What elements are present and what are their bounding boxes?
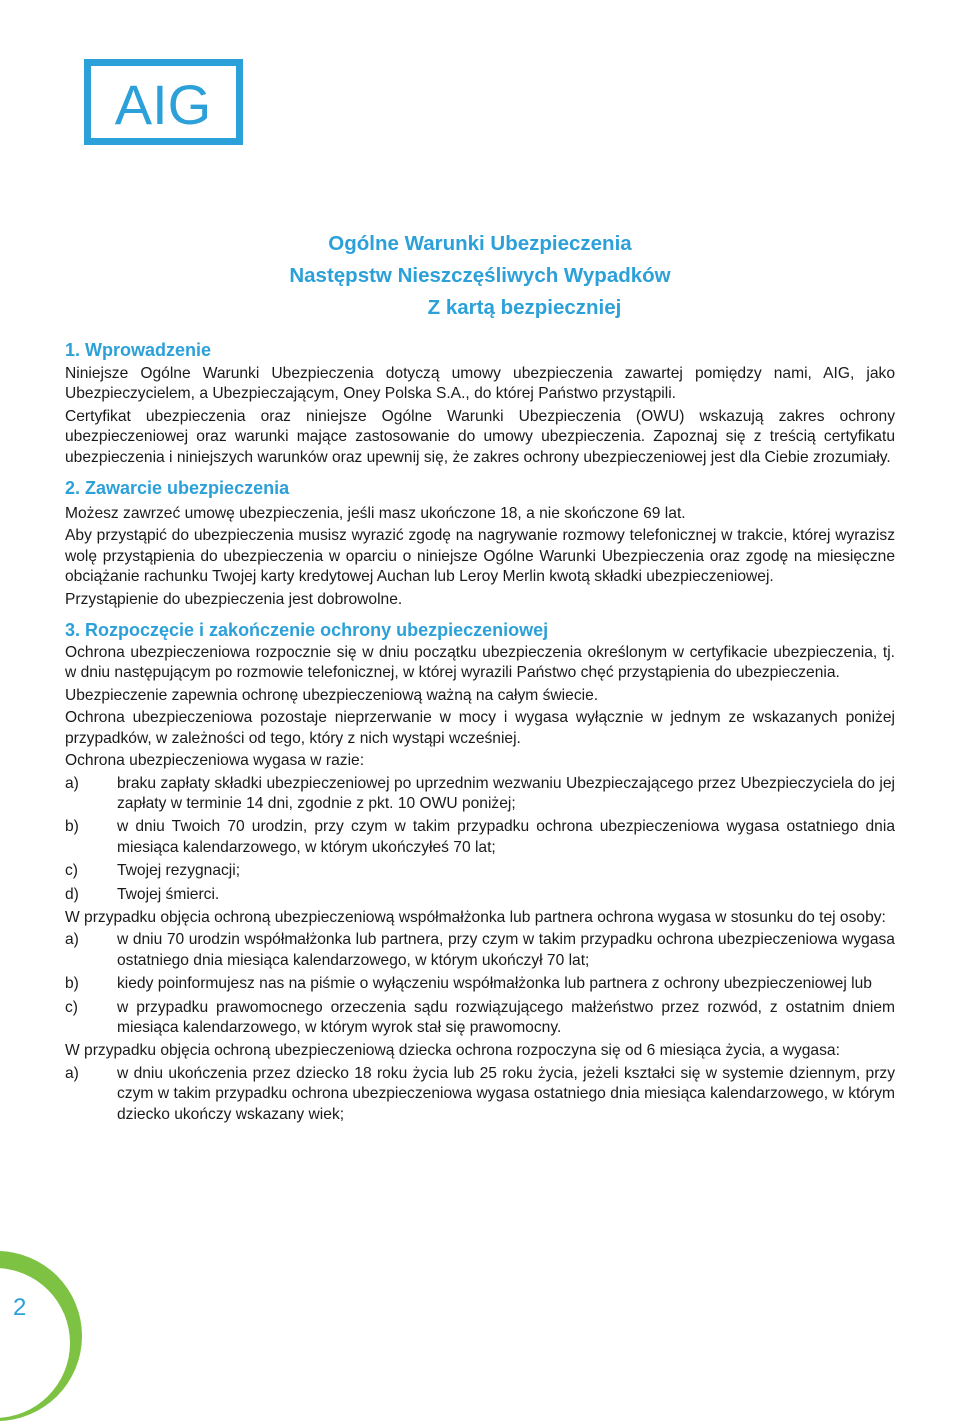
list-item — [65, 1064, 895, 1125]
section-3-paragraph-3: Ochrona ubezpieczeniowa pozostaje nieprzerwanie w mocy i wygasa wyłącznie w jednym ze wskazanych poniżej przypadków, w zależności od tego, który z nich wystąpi wcześniej. — [65, 709, 895, 747]
expiry-list — [65, 774, 895, 905]
list-item — [65, 974, 895, 994]
list-item-label: c) — [65, 998, 78, 1016]
section-3-paragraph-1: Ochrona ubezpieczeniowa rozpocznie się w dniu początku ubezpieczenia określonym w certyfikacie ubezpieczenia, tj. w dniu następującym po rozmowie telefonicznej, w której wyrazili Państwo chęć przystąpienia do ubezpieczenia. — [65, 644, 895, 682]
aig-logo — [84, 59, 243, 145]
list-item-text: w dniu 70 urodzin współmałżonka lub partnera, przy czym w takim przypadku ochrona ubezpieczeniowa wygasa ostatniego dnia miesiąca kalendarzowego, w którym ukończył 70 lat; — [117, 931, 895, 969]
section-3-paragraph-4: Ochrona ubezpieczeniowa wygasa w razie: — [65, 752, 365, 770]
section-3-paragraph-2: Ubezpieczenie zapewnia ochronę ubezpieczeniową ważną na całym świecie. — [65, 686, 599, 704]
document-body — [65, 338, 895, 1128]
aig-logo-text: AIG — [114, 73, 212, 136]
section-3-paragraph-6: W przypadku objęcia ochroną ubezpieczeniową dziecka ochrona rozpoczyna się od 6 miesiąca życia, a wygasa: — [65, 1042, 840, 1060]
section-3-paragraph-5: W przypadku objęcia ochroną ubezpieczeniową współmałżonka lub partnera ochrona wygasa w stosunku do tej osoby: — [65, 908, 886, 926]
aig-logo-mark — [91, 66, 236, 138]
list-item — [65, 861, 895, 881]
section-1-paragraph-1: Niniejsze Ogólne Warunki Ubezpieczenia dotyczą umowy ubezpieczenia zawartej pomiędzy nami, AIG, jako Ubezpieczycielem, a Ubezpieczającym, Oney Polska S.A., do której Państwo przystąpili. — [65, 365, 895, 403]
section-3-heading: 3. Rozpoczęcie i zakończenie ochrony ubezpieczeniowej — [65, 620, 549, 641]
list-item — [65, 930, 895, 971]
list-item-text: braku zapłaty składki ubezpieczeniowej po uprzednim wezwaniu Ubezpieczającego przez Ubezpieczyciela do jej zapłaty w terminie 14 dni, zgodnie z pkt. 10 OWU poniżej; — [117, 774, 895, 812]
list-item-label: a) — [65, 1064, 79, 1082]
list-item-label: c) — [65, 862, 78, 880]
page-number: 2 — [13, 1294, 27, 1321]
section-2-paragraph-2: Aby przystąpić do ubezpieczenia musisz wyrazić zgodę na nagrywanie rozmowy telefonicznej w trakcie, której wyrazisz wolę przystąpienia do ubezpieczenia w oparciu o niniejsze Ogólne Warunki Ubezpieczenia oraz zgodę na miesięczne obciążanie rachunku Twojej karty kredytowej Auchan lub Leroy Merlin kwotą składki ubezpieczeniowej. — [65, 527, 895, 586]
spouse-expiry-list — [65, 930, 895, 1038]
list-item-text: Twojej śmierci. — [117, 885, 220, 903]
list-item-text: w przypadku prawomocnego orzeczenia sądu rozwiązującego małżeństwo przez rozwód, z ostatnim dniem miesiąca kalendarzowego, w którym wyrok stał się prawomocny. — [117, 998, 895, 1036]
section-1-paragraph-2: Certyfikat ubezpieczenia oraz niniejsze Ogólne Warunki Ubezpieczenia (OWU) wskazują zakres ochrony ubezpieczeniowej oraz warunki mające zastosowanie do umowy ubezpieczenia. Zapoznaj się z treścią certyfikatu ubezpieczenia i niniejszych warunków oraz upewnij się, że zakres ochrony ubezpieczeniowej jest dla Ciebie zrozumiały. — [65, 407, 895, 466]
document-title — [0, 228, 960, 324]
section-1-heading: 1. Wprowadzenie — [65, 340, 212, 360]
list-item-text: kiedy poinformujesz nas na piśmie o wyłączeniu współmałżonka lub partnera z ochrony ubezpieczeniowej lub — [117, 975, 872, 993]
section-2-paragraph-1: Możesz zawrzeć umowę ubezpieczenia, jeśli masz ukończone 18, a nie skończone 69 lat. — [65, 505, 686, 523]
list-item-label: a) — [65, 931, 79, 949]
list-item-text: w dniu ukończenia przez dziecko 18 roku życia lub 25 roku życia, jeżeli kształci się w systemie dziennym, przy czym w takim przypadku ochrona ubezpieczeniowa wygasa ostatniego dnia miesiąca kalendarzowego, w którym dziecko ukończy wskazany wiek; — [117, 1064, 895, 1123]
list-item-label: d) — [65, 885, 79, 903]
list-item-label: b) — [65, 975, 79, 993]
list-item — [65, 817, 895, 858]
title-line-1: Ogólne Warunki Ubezpieczenia — [328, 232, 632, 255]
title-line-3: Z kartą bezpieczniej — [427, 296, 622, 319]
section-2-heading: 2. Zawarcie ubezpieczenia — [65, 478, 290, 499]
list-item — [65, 774, 895, 815]
list-item-label: b) — [65, 818, 79, 836]
section-2-paragraph-3: Przystąpienie do ubezpieczenia jest dobrowolne. — [65, 590, 403, 608]
list-item-text: Twojej rezygnacji; — [117, 862, 241, 880]
list-item-text: w dniu Twoich 70 urodzin, przy czym w takim przypadku ochrona ubezpieczeniowa wygasa ostatniego dnia miesiąca kalendarzowego, w którym ukończyłeś 70 lat; — [117, 818, 895, 856]
list-item — [65, 885, 895, 905]
title-line-2: Następstw Nieszczęśliwych Wypadków — [289, 264, 671, 287]
list-item-label: a) — [65, 774, 79, 792]
child-expiry-list — [65, 1064, 895, 1125]
list-item — [65, 998, 895, 1039]
